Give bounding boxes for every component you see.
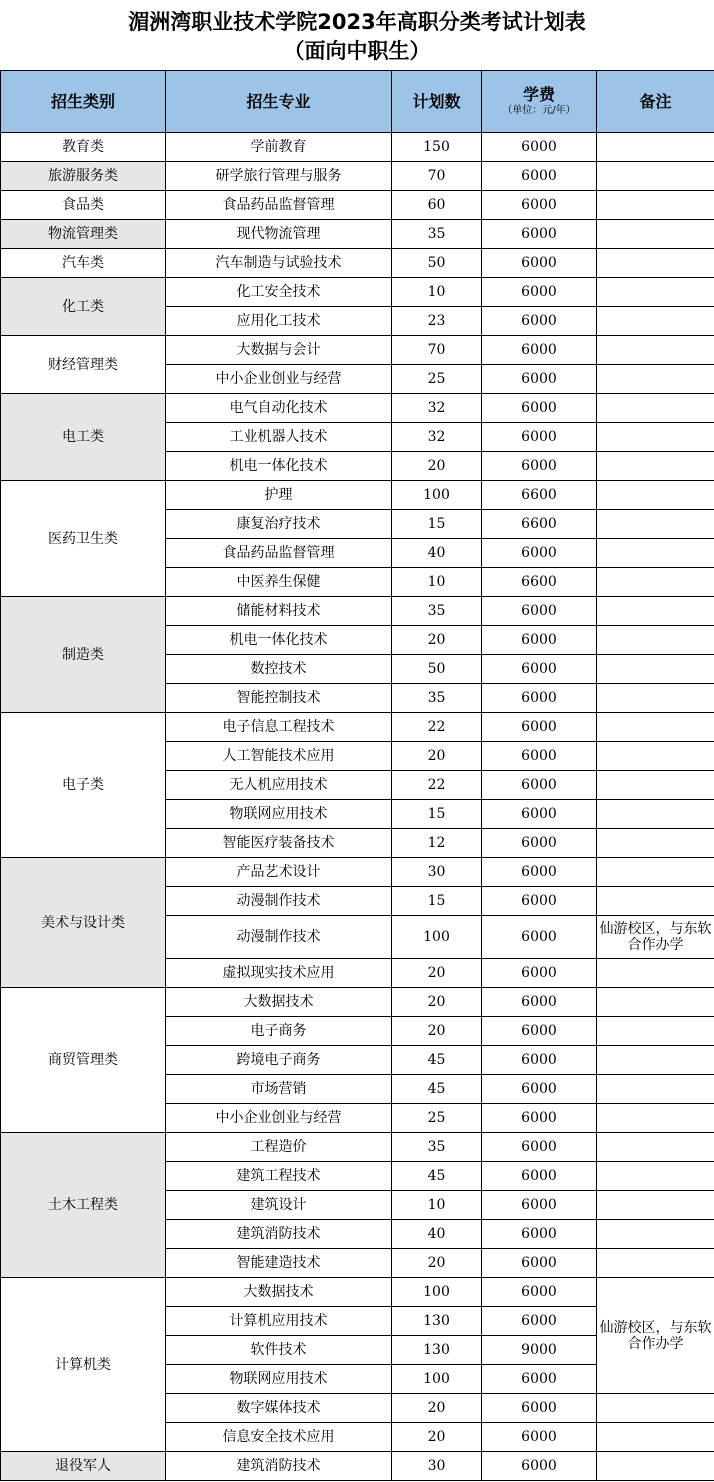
note-cell: 仙游校区，与东软合作办学 bbox=[597, 916, 714, 959]
table-row bbox=[1, 713, 714, 742]
major-cell: 大数据技术 bbox=[166, 988, 392, 1017]
plan-count-cell: 45 bbox=[392, 1075, 482, 1104]
fee-cell: 6000 bbox=[482, 162, 597, 191]
header-major: 招生专业 bbox=[166, 71, 392, 133]
fee-cell: 6000 bbox=[482, 713, 597, 742]
plan-count-cell: 30 bbox=[392, 1452, 482, 1481]
major-cell: 市场营销 bbox=[166, 1075, 392, 1104]
fee-cell: 6000 bbox=[482, 1278, 597, 1307]
fee-cell: 6000 bbox=[482, 249, 597, 278]
plan-count-cell: 12 bbox=[392, 829, 482, 858]
fee-cell: 6000 bbox=[482, 539, 597, 568]
note-cell: 仙游校区，与东软合作办学 bbox=[597, 1278, 714, 1394]
table-body bbox=[1, 133, 714, 1481]
table-row bbox=[1, 1452, 714, 1481]
note-cell bbox=[597, 1452, 714, 1481]
plan-count-cell: 45 bbox=[392, 1046, 482, 1075]
note-cell bbox=[597, 568, 714, 597]
note-cell bbox=[597, 655, 714, 684]
major-cell: 数字媒体技术 bbox=[166, 1394, 392, 1423]
table-row bbox=[1, 133, 714, 162]
plan-count-cell: 20 bbox=[392, 626, 482, 655]
note-cell bbox=[597, 452, 714, 481]
plan-count-cell: 130 bbox=[392, 1307, 482, 1336]
plan-count-cell: 20 bbox=[392, 742, 482, 771]
fee-cell: 6000 bbox=[482, 829, 597, 858]
plan-count-cell: 70 bbox=[392, 162, 482, 191]
major-cell: 电子信息工程技术 bbox=[166, 713, 392, 742]
plan-count-cell: 35 bbox=[392, 1133, 482, 1162]
enrollment-plan-table bbox=[0, 70, 714, 1481]
fee-cell: 6000 bbox=[482, 959, 597, 988]
plan-count-cell: 130 bbox=[392, 1336, 482, 1365]
fee-cell: 6000 bbox=[482, 800, 597, 829]
note-cell bbox=[597, 191, 714, 220]
note-cell bbox=[597, 1133, 714, 1162]
note-cell bbox=[597, 1046, 714, 1075]
fee-cell: 6000 bbox=[482, 1075, 597, 1104]
major-cell: 建筑消防技术 bbox=[166, 1220, 392, 1249]
plan-count-cell: 10 bbox=[392, 278, 482, 307]
fee-cell: 6000 bbox=[482, 1220, 597, 1249]
note-cell bbox=[597, 771, 714, 800]
note-cell bbox=[597, 858, 714, 887]
major-cell: 信息安全技术应用 bbox=[166, 1423, 392, 1452]
major-cell: 护理 bbox=[166, 481, 392, 510]
category-cell: 商贸管理类 bbox=[1, 988, 166, 1133]
major-cell: 物联网应用技术 bbox=[166, 1365, 392, 1394]
major-cell: 化工安全技术 bbox=[166, 278, 392, 307]
note-cell bbox=[597, 800, 714, 829]
major-cell: 机电一体化技术 bbox=[166, 626, 392, 655]
table-row bbox=[1, 1133, 714, 1162]
note-cell bbox=[597, 394, 714, 423]
note-cell bbox=[597, 713, 714, 742]
category-cell: 电工类 bbox=[1, 394, 166, 481]
table-row bbox=[1, 988, 714, 1017]
major-cell: 应用化工技术 bbox=[166, 307, 392, 336]
plan-count-cell: 100 bbox=[392, 1278, 482, 1307]
note-cell bbox=[597, 684, 714, 713]
major-cell: 工业机器人技术 bbox=[166, 423, 392, 452]
plan-count-cell: 32 bbox=[392, 394, 482, 423]
plan-count-cell: 50 bbox=[392, 655, 482, 684]
note-cell bbox=[597, 162, 714, 191]
title-block bbox=[0, 0, 714, 70]
fee-cell: 6000 bbox=[482, 336, 597, 365]
fee-cell: 6000 bbox=[482, 1046, 597, 1075]
plan-count-cell: 35 bbox=[392, 220, 482, 249]
plan-count-cell: 22 bbox=[392, 771, 482, 800]
note-cell bbox=[597, 220, 714, 249]
plan-count-cell: 25 bbox=[392, 365, 482, 394]
note-cell bbox=[597, 307, 714, 336]
note-cell bbox=[597, 1162, 714, 1191]
table-row bbox=[1, 858, 714, 887]
plan-count-cell: 23 bbox=[392, 307, 482, 336]
plan-count-cell: 30 bbox=[392, 858, 482, 887]
header-fee-unit: （单位：元/年） bbox=[502, 104, 576, 116]
plan-count-cell: 100 bbox=[392, 481, 482, 510]
note-cell bbox=[597, 1104, 714, 1133]
fee-cell: 6000 bbox=[482, 191, 597, 220]
category-cell: 医药卫生类 bbox=[1, 481, 166, 597]
note-cell bbox=[597, 1017, 714, 1046]
major-cell: 动漫制作技术 bbox=[166, 916, 392, 959]
major-cell: 建筑工程技术 bbox=[166, 1162, 392, 1191]
fee-cell: 6000 bbox=[482, 1133, 597, 1162]
table-row bbox=[1, 336, 714, 365]
fee-cell: 6600 bbox=[482, 481, 597, 510]
fee-cell: 6000 bbox=[482, 626, 597, 655]
fee-cell: 6000 bbox=[482, 1162, 597, 1191]
plan-count-cell: 60 bbox=[392, 191, 482, 220]
major-cell: 跨境电子商务 bbox=[166, 1046, 392, 1075]
category-cell: 食品类 bbox=[1, 191, 166, 220]
plan-count-cell: 150 bbox=[392, 133, 482, 162]
fee-cell: 6000 bbox=[482, 365, 597, 394]
category-cell: 汽车类 bbox=[1, 249, 166, 278]
fee-cell: 6000 bbox=[482, 1249, 597, 1278]
major-cell: 智能建造技术 bbox=[166, 1249, 392, 1278]
note-cell bbox=[597, 1075, 714, 1104]
plan-count-cell: 25 bbox=[392, 1104, 482, 1133]
category-cell: 电子类 bbox=[1, 713, 166, 858]
major-cell: 大数据与会计 bbox=[166, 336, 392, 365]
fee-cell: 6000 bbox=[482, 1423, 597, 1452]
major-cell: 中小企业创业与经营 bbox=[166, 365, 392, 394]
table-header-row bbox=[1, 71, 714, 133]
note-cell bbox=[597, 597, 714, 626]
note-cell bbox=[597, 1191, 714, 1220]
category-cell: 财经管理类 bbox=[1, 336, 166, 394]
major-cell: 工程造价 bbox=[166, 1133, 392, 1162]
note-cell bbox=[597, 336, 714, 365]
fee-cell: 6000 bbox=[482, 220, 597, 249]
fee-cell: 6000 bbox=[482, 1452, 597, 1481]
note-cell bbox=[597, 1249, 714, 1278]
major-cell: 数控技术 bbox=[166, 655, 392, 684]
note-cell bbox=[597, 249, 714, 278]
fee-cell: 6000 bbox=[482, 988, 597, 1017]
plan-count-cell: 100 bbox=[392, 1365, 482, 1394]
header-category: 招生类别 bbox=[1, 71, 166, 133]
major-cell: 储能材料技术 bbox=[166, 597, 392, 626]
major-cell: 产品艺术设计 bbox=[166, 858, 392, 887]
fee-cell: 6600 bbox=[482, 568, 597, 597]
header-plan: 计划数 bbox=[392, 71, 482, 133]
plan-count-cell: 22 bbox=[392, 713, 482, 742]
major-cell: 研学旅行管理与服务 bbox=[166, 162, 392, 191]
note-cell bbox=[597, 365, 714, 394]
plan-count-cell: 35 bbox=[392, 684, 482, 713]
plan-count-cell: 50 bbox=[392, 249, 482, 278]
major-cell: 建筑设计 bbox=[166, 1191, 392, 1220]
category-cell: 计算机类 bbox=[1, 1278, 166, 1452]
fee-cell: 6000 bbox=[482, 887, 597, 916]
fee-cell: 6000 bbox=[482, 394, 597, 423]
plan-count-cell: 20 bbox=[392, 1394, 482, 1423]
plan-count-cell: 20 bbox=[392, 988, 482, 1017]
plan-count-cell: 32 bbox=[392, 423, 482, 452]
major-cell: 学前教育 bbox=[166, 133, 392, 162]
note-cell bbox=[597, 959, 714, 988]
note-cell bbox=[597, 988, 714, 1017]
major-cell: 康复治疗技术 bbox=[166, 510, 392, 539]
plan-count-cell: 35 bbox=[392, 597, 482, 626]
fee-cell: 6000 bbox=[482, 858, 597, 887]
fee-cell: 6000 bbox=[482, 771, 597, 800]
fee-cell: 6000 bbox=[482, 1191, 597, 1220]
plan-count-cell: 15 bbox=[392, 510, 482, 539]
fee-cell: 6000 bbox=[482, 742, 597, 771]
category-cell: 化工类 bbox=[1, 278, 166, 336]
page-subtitle: （面向中职生） bbox=[283, 39, 431, 63]
table-row bbox=[1, 191, 714, 220]
plan-count-cell: 20 bbox=[392, 1017, 482, 1046]
table-row bbox=[1, 220, 714, 249]
major-cell: 电气自动化技术 bbox=[166, 394, 392, 423]
table-row bbox=[1, 162, 714, 191]
major-cell: 汽车制造与试验技术 bbox=[166, 249, 392, 278]
fee-cell: 6600 bbox=[482, 510, 597, 539]
note-cell bbox=[597, 1423, 714, 1452]
fee-cell: 6000 bbox=[482, 133, 597, 162]
major-cell: 动漫制作技术 bbox=[166, 887, 392, 916]
plan-count-cell: 15 bbox=[392, 800, 482, 829]
header-fee-label: 学费 bbox=[522, 84, 555, 104]
category-cell: 物流管理类 bbox=[1, 220, 166, 249]
note-cell bbox=[597, 510, 714, 539]
major-cell: 电子商务 bbox=[166, 1017, 392, 1046]
major-cell: 大数据技术 bbox=[166, 1278, 392, 1307]
table-row bbox=[1, 597, 714, 626]
fee-cell: 6000 bbox=[482, 684, 597, 713]
major-cell: 食品药品监督管理 bbox=[166, 539, 392, 568]
note-cell bbox=[597, 626, 714, 655]
table-row bbox=[1, 278, 714, 307]
plan-count-cell: 40 bbox=[392, 539, 482, 568]
note-cell bbox=[597, 887, 714, 916]
plan-count-cell: 20 bbox=[392, 452, 482, 481]
major-cell: 食品药品监督管理 bbox=[166, 191, 392, 220]
note-cell bbox=[597, 278, 714, 307]
fee-cell: 6000 bbox=[482, 1017, 597, 1046]
header-fee bbox=[482, 71, 597, 133]
category-cell: 退役军人 bbox=[1, 1452, 166, 1481]
plan-count-cell: 45 bbox=[392, 1162, 482, 1191]
major-cell: 物联网应用技术 bbox=[166, 800, 392, 829]
category-cell: 教育类 bbox=[1, 133, 166, 162]
major-cell: 中医养生保健 bbox=[166, 568, 392, 597]
plan-count-cell: 20 bbox=[392, 1423, 482, 1452]
fee-cell: 9000 bbox=[482, 1336, 597, 1365]
fee-cell: 6000 bbox=[482, 1365, 597, 1394]
plan-count-cell: 100 bbox=[392, 916, 482, 959]
header-note: 备注 bbox=[597, 71, 714, 133]
page-title: 湄洲湾职业技术学院2023年高职分类考试计划表 bbox=[128, 10, 586, 34]
category-cell: 旅游服务类 bbox=[1, 162, 166, 191]
major-cell: 智能控制技术 bbox=[166, 684, 392, 713]
table-row bbox=[1, 394, 714, 423]
note-cell bbox=[597, 1220, 714, 1249]
fee-cell: 6000 bbox=[482, 452, 597, 481]
major-cell: 建筑消防技术 bbox=[166, 1452, 392, 1481]
fee-cell: 6000 bbox=[482, 597, 597, 626]
plan-count-cell: 15 bbox=[392, 887, 482, 916]
fee-cell: 6000 bbox=[482, 1104, 597, 1133]
plan-count-cell: 10 bbox=[392, 568, 482, 597]
fee-cell: 6000 bbox=[482, 1394, 597, 1423]
fee-cell: 6000 bbox=[482, 916, 597, 959]
note-cell bbox=[597, 829, 714, 858]
note-cell bbox=[597, 423, 714, 452]
plan-count-cell: 20 bbox=[392, 959, 482, 988]
major-cell: 机电一体化技术 bbox=[166, 452, 392, 481]
major-cell: 软件技术 bbox=[166, 1336, 392, 1365]
table-row bbox=[1, 249, 714, 278]
fee-cell: 6000 bbox=[482, 307, 597, 336]
plan-count-cell: 10 bbox=[392, 1191, 482, 1220]
note-cell bbox=[597, 742, 714, 771]
fee-cell: 6000 bbox=[482, 423, 597, 452]
category-cell: 美术与设计类 bbox=[1, 858, 166, 988]
note-cell bbox=[597, 481, 714, 510]
major-cell: 人工智能技术应用 bbox=[166, 742, 392, 771]
note-cell bbox=[597, 133, 714, 162]
note-cell bbox=[597, 1394, 714, 1423]
major-cell: 中小企业创业与经营 bbox=[166, 1104, 392, 1133]
major-cell: 虚拟现实技术应用 bbox=[166, 959, 392, 988]
plan-count-cell: 70 bbox=[392, 336, 482, 365]
note-cell bbox=[597, 539, 714, 568]
major-cell: 现代物流管理 bbox=[166, 220, 392, 249]
fee-cell: 6000 bbox=[482, 278, 597, 307]
fee-cell: 6000 bbox=[482, 1307, 597, 1336]
fee-cell: 6000 bbox=[482, 655, 597, 684]
major-cell: 计算机应用技术 bbox=[166, 1307, 392, 1336]
plan-count-cell: 20 bbox=[392, 1249, 482, 1278]
category-cell: 制造类 bbox=[1, 597, 166, 713]
plan-count-cell: 40 bbox=[392, 1220, 482, 1249]
major-cell: 智能医疗装备技术 bbox=[166, 829, 392, 858]
major-cell: 无人机应用技术 bbox=[166, 771, 392, 800]
table-row bbox=[1, 1278, 714, 1307]
category-cell: 土木工程类 bbox=[1, 1133, 166, 1278]
table-row bbox=[1, 481, 714, 510]
